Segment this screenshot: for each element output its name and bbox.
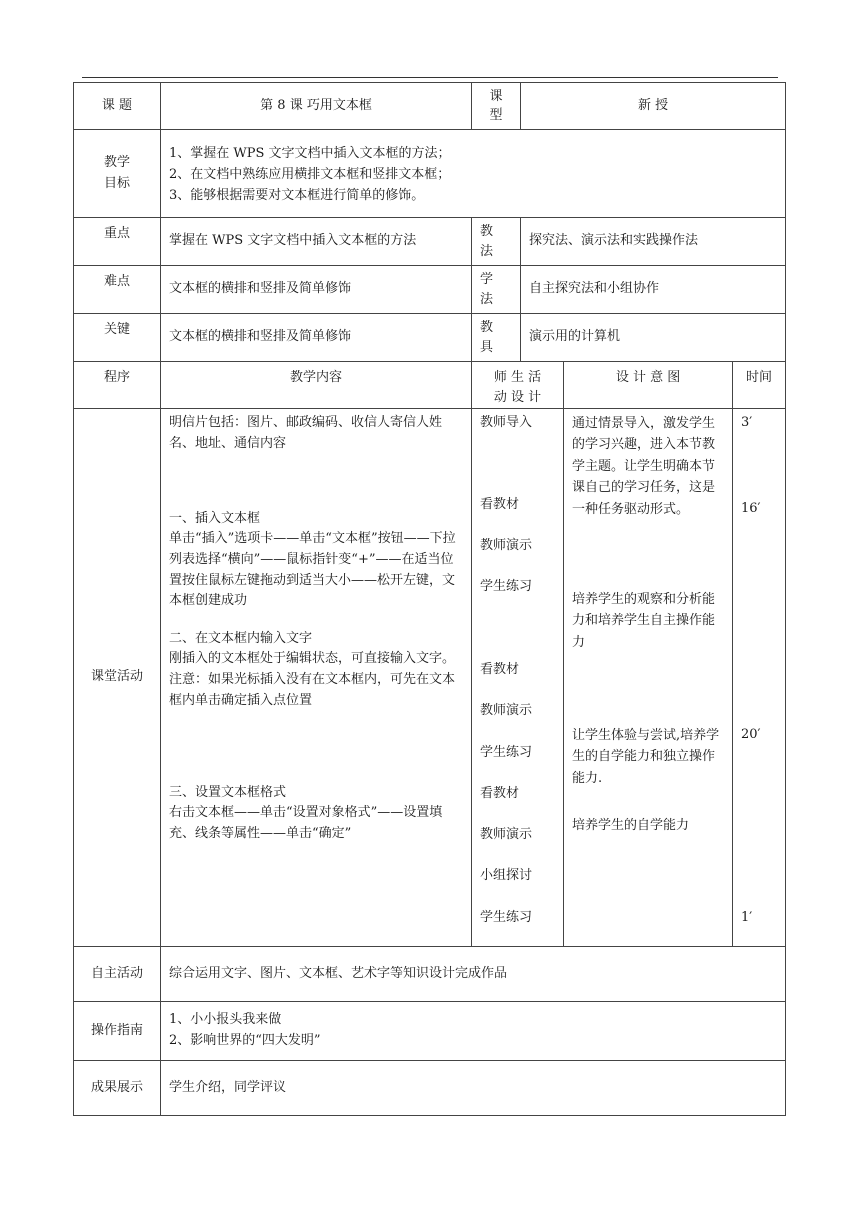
activity-item: 看教材 bbox=[480, 786, 520, 801]
activity-item: 学生练习 bbox=[480, 745, 533, 760]
key-label: 关键 bbox=[74, 314, 161, 362]
guide-item-2: 2、影响世界的“四大发明” bbox=[169, 1033, 321, 1048]
activity-item: 学生练习 bbox=[480, 910, 533, 925]
intent-p3: 让学生体验与尝试,培养学生的自学能力和独立操作能力. bbox=[572, 728, 720, 786]
time-header: 时间 bbox=[733, 362, 786, 409]
activity-header-line-1: 师 生 活 bbox=[493, 370, 542, 385]
self-activity-label: 自主活动 bbox=[74, 947, 161, 1002]
time-4: 1′ bbox=[741, 910, 753, 925]
method-value: 探究法、演示法和实践操作法 bbox=[521, 218, 786, 266]
objectives-label bbox=[74, 130, 161, 218]
activity-item: 教师演示 bbox=[480, 703, 533, 718]
guide-item-1: 1、小小报头我来做 bbox=[169, 1012, 282, 1028]
activity-item: 教师演示 bbox=[480, 827, 533, 842]
intent-p1: 通过情景导入，激发学生的学习兴趣，进入本节教学主题。让学生明确本节课自己的学习任务，这是一种任务驱动形式。 bbox=[572, 416, 716, 517]
learn-label-text: 学 法 bbox=[480, 272, 494, 307]
classroom-times bbox=[733, 409, 786, 947]
objective-item-1: 1、掌握在 WPS 文字文档中插入文本框的方法； bbox=[169, 146, 451, 161]
activity-item: 看教材 bbox=[480, 662, 520, 677]
procedure-header: 程序 bbox=[74, 362, 161, 409]
focus-label: 重点 bbox=[74, 218, 161, 266]
classroom-label: 课堂活动 bbox=[74, 409, 161, 947]
learn-value: 自主探究法和小组协作 bbox=[521, 266, 786, 314]
topic-value: 第 8 课 巧用文本框 bbox=[161, 83, 472, 130]
content-s3-title: 三、设置文本框格式 bbox=[169, 785, 287, 800]
content-intro: 明信片包括：图片、邮政编码、收信人寄信人姓名、地址、通信内容 bbox=[169, 415, 443, 451]
intent-header: 设 计 意 图 bbox=[564, 362, 733, 409]
classroom-intents bbox=[564, 409, 733, 947]
activity-item: 看教材 bbox=[480, 497, 520, 512]
content-s1-body: 单击“插入”选项卡——单击“文本框”按钮——下拉列表选择“横向”——鼠标指针变“+”——在适当位置按住鼠标左键拖动到适当大小——松开左键，文本框创建成功 bbox=[169, 531, 456, 609]
time-2: 16′ bbox=[741, 501, 761, 516]
classroom-content bbox=[161, 409, 472, 947]
tool-label bbox=[472, 314, 521, 362]
difficulty-value: 文本框的横排和竖排及简单修饰 bbox=[161, 266, 472, 314]
activity-item: 学生练习 bbox=[480, 579, 533, 594]
tool-value: 演示用的计算机 bbox=[521, 314, 786, 362]
content-s3-body: 右击文本框——单击“设置对象格式”——设置填充、线条等属性——单击“确定” bbox=[169, 805, 443, 841]
objective-item-3: 3、能够根据需要对文本框进行简单的修饰。 bbox=[169, 187, 425, 203]
self-activity-value: 综合运用文字、图片、文本框、艺术字等知识设计完成作品 bbox=[161, 947, 786, 1002]
method-label-text: 教 法 bbox=[480, 224, 494, 259]
activity-item: 小组探讨 bbox=[480, 868, 533, 883]
header-rule bbox=[82, 77, 778, 78]
showcase-value: 学生介绍，同学评议 bbox=[161, 1061, 786, 1116]
activity-header-line-2: 动 设 计 bbox=[493, 389, 542, 405]
type-label bbox=[472, 83, 521, 130]
guide-label: 操作指南 bbox=[74, 1002, 161, 1061]
intent-p4: 培养学生的自学能力 bbox=[572, 818, 690, 833]
key-value: 文本框的横排和竖排及简单修饰 bbox=[161, 314, 472, 362]
content-s2-body: 刚插入的文本框处于编辑状态，可直接输入文字。注意：如果光标插入没有在文本框内，可先在文本框内单击确定插入点位置 bbox=[169, 651, 456, 708]
difficulty-label: 难点 bbox=[74, 266, 161, 314]
lesson-plan-table bbox=[73, 82, 786, 1116]
type-value: 新 授 bbox=[521, 83, 786, 130]
tool-label-text: 教 具 bbox=[480, 320, 494, 355]
guide-list bbox=[161, 1002, 786, 1061]
activity-item: 教师导入 bbox=[480, 415, 533, 430]
activity-header bbox=[472, 362, 564, 409]
objective-item-2: 2、在文档中熟练应用横排文本框和竖排文本框； bbox=[169, 166, 451, 182]
intent-p2: 培养学生的观察和分析能力和培养学生自主操作能力 bbox=[572, 592, 716, 650]
method-label bbox=[472, 218, 521, 266]
showcase-label: 成果展示 bbox=[74, 1061, 161, 1116]
objectives-label-text: 教学 目标 bbox=[103, 154, 130, 191]
time-3: 20′ bbox=[741, 727, 761, 742]
objectives-list bbox=[161, 130, 786, 218]
topic-label: 课 题 bbox=[74, 83, 161, 130]
time-1: 3′ bbox=[741, 415, 753, 430]
classroom-activities bbox=[472, 409, 564, 947]
content-s2-title: 二、在文本框内输入文字 bbox=[169, 631, 313, 646]
type-label-text: 课 型 bbox=[489, 88, 503, 123]
content-header: 教学内容 bbox=[161, 362, 472, 409]
learn-label bbox=[472, 266, 521, 314]
activity-item: 教师演示 bbox=[480, 538, 533, 553]
focus-value: 掌握在 WPS 文字文档中插入文本框的方法 bbox=[161, 218, 472, 266]
content-s1-title: 一、插入文本框 bbox=[169, 511, 261, 526]
